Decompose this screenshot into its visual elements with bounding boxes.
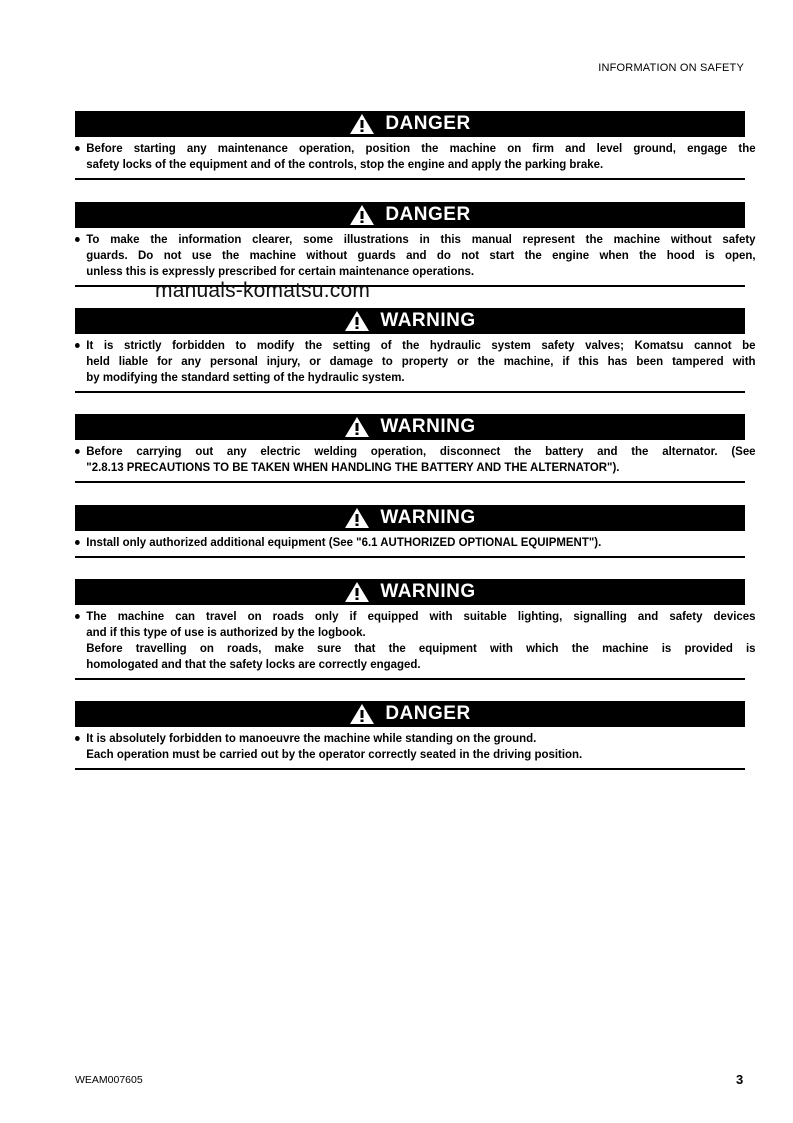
page-number: 3 bbox=[736, 1072, 744, 1087]
divider bbox=[75, 556, 745, 558]
section-reference-link[interactable]: "2.8.13 PRECAUTIONS TO BE TAKEN WHEN HANDLING THE BATTERY AND THE ALTERNATOR"). bbox=[86, 460, 620, 474]
bullet-icon bbox=[75, 449, 80, 454]
divider bbox=[75, 678, 745, 680]
danger-notice-3 bbox=[75, 701, 745, 762]
text-line: guards. Do not use the machine without guards and do not start the engine when the hood is open, bbox=[86, 248, 756, 262]
warning-triangle-icon bbox=[349, 113, 375, 135]
notice-text bbox=[75, 531, 756, 550]
text-line: To make the information clearer, some illustrations in this manual represent the machine without safety bbox=[86, 232, 756, 246]
danger-notice-1 bbox=[75, 111, 756, 172]
divider bbox=[75, 768, 745, 770]
bullet-icon bbox=[75, 736, 80, 741]
notice-text bbox=[75, 137, 756, 172]
divider bbox=[75, 481, 745, 483]
notice-level: WARNING bbox=[380, 581, 476, 602]
text-line: The machine can travel on roads only if equipped with suitable lighting, signalling and safety devices bbox=[86, 609, 756, 623]
danger-banner bbox=[75, 202, 745, 228]
danger-notice-2 bbox=[75, 202, 756, 279]
warning-triangle-icon bbox=[344, 310, 370, 332]
text-line: held liable for any personal injury, or damage to property or the machine, if this has been tampered with bbox=[86, 354, 756, 368]
warning-triangle-icon bbox=[349, 703, 375, 725]
notice-level: WARNING bbox=[380, 310, 476, 331]
warning-banner bbox=[75, 579, 745, 605]
text-line: unless this is expressly prescribed for certain maintenance operations. bbox=[86, 264, 475, 278]
text-line: Before starting any maintenance operation, position the machine on firm and level ground, engage the bbox=[86, 141, 756, 155]
text-line: and if this type of use is authorized by the logbook. bbox=[86, 625, 366, 639]
text-line: Each operation must be carried out by the operator correctly seated in the driving position. bbox=[86, 747, 583, 761]
section-header: INFORMATION ON SAFETY bbox=[598, 62, 744, 74]
warning-banner bbox=[75, 505, 745, 531]
warning-banner bbox=[75, 308, 745, 334]
text-line: by modifying the standard setting of the hydraulic system. bbox=[86, 370, 405, 384]
text-line: safety locks of the equipment and of the controls, stop the engine and apply the parking brake. bbox=[86, 157, 604, 171]
notice-level: DANGER bbox=[385, 703, 471, 724]
notice-level: DANGER bbox=[385, 204, 471, 225]
divider bbox=[75, 391, 745, 393]
document-code: WEAM007605 bbox=[75, 1074, 143, 1086]
text-line: It is strictly forbidden to modify the setting of the hydraulic system safety valves; Komatsu cannot be bbox=[86, 338, 756, 352]
text-line: Before carrying out any electric welding operation, disconnect the battery and the alternator. (See bbox=[86, 444, 756, 458]
notice-text bbox=[75, 334, 756, 385]
warning-notice-4 bbox=[75, 579, 756, 672]
text-line: Before travelling on roads, make sure that the equipment with which the machine is provided is bbox=[86, 641, 756, 655]
bullet-icon bbox=[75, 540, 80, 545]
warning-notice-2 bbox=[75, 414, 756, 475]
bullet-icon bbox=[75, 146, 80, 151]
warning-notice-1 bbox=[75, 308, 756, 385]
notice-text bbox=[75, 440, 756, 475]
bullet-icon bbox=[75, 343, 80, 348]
section-reference-link[interactable]: Install only authorized additional equipment (See "6.1 AUTHORIZED OPTIONAL EQUIPMENT"). bbox=[86, 535, 602, 549]
warning-triangle-icon bbox=[344, 507, 370, 529]
bullet-icon bbox=[75, 237, 80, 242]
bullet-icon bbox=[75, 614, 80, 619]
notice-text bbox=[75, 228, 756, 279]
divider bbox=[75, 178, 745, 180]
warning-triangle-icon bbox=[349, 204, 375, 226]
notice-level: WARNING bbox=[380, 507, 476, 528]
notice-level: WARNING bbox=[380, 416, 476, 437]
danger-banner bbox=[75, 701, 745, 727]
warning-triangle-icon bbox=[344, 416, 370, 438]
notice-text bbox=[75, 605, 756, 672]
watermark: manuals-komatsu.com bbox=[155, 279, 371, 302]
warning-triangle-icon bbox=[344, 581, 370, 603]
text-line: homologated and that the safety locks are correctly engaged. bbox=[86, 657, 421, 671]
text-line: It is absolutely forbidden to manoeuvre the machine while standing on the ground. bbox=[86, 731, 537, 745]
notice-text bbox=[75, 727, 756, 762]
danger-banner bbox=[75, 111, 745, 137]
warning-banner bbox=[75, 414, 745, 440]
warning-notice-3 bbox=[75, 505, 745, 550]
notice-level: DANGER bbox=[385, 113, 471, 134]
